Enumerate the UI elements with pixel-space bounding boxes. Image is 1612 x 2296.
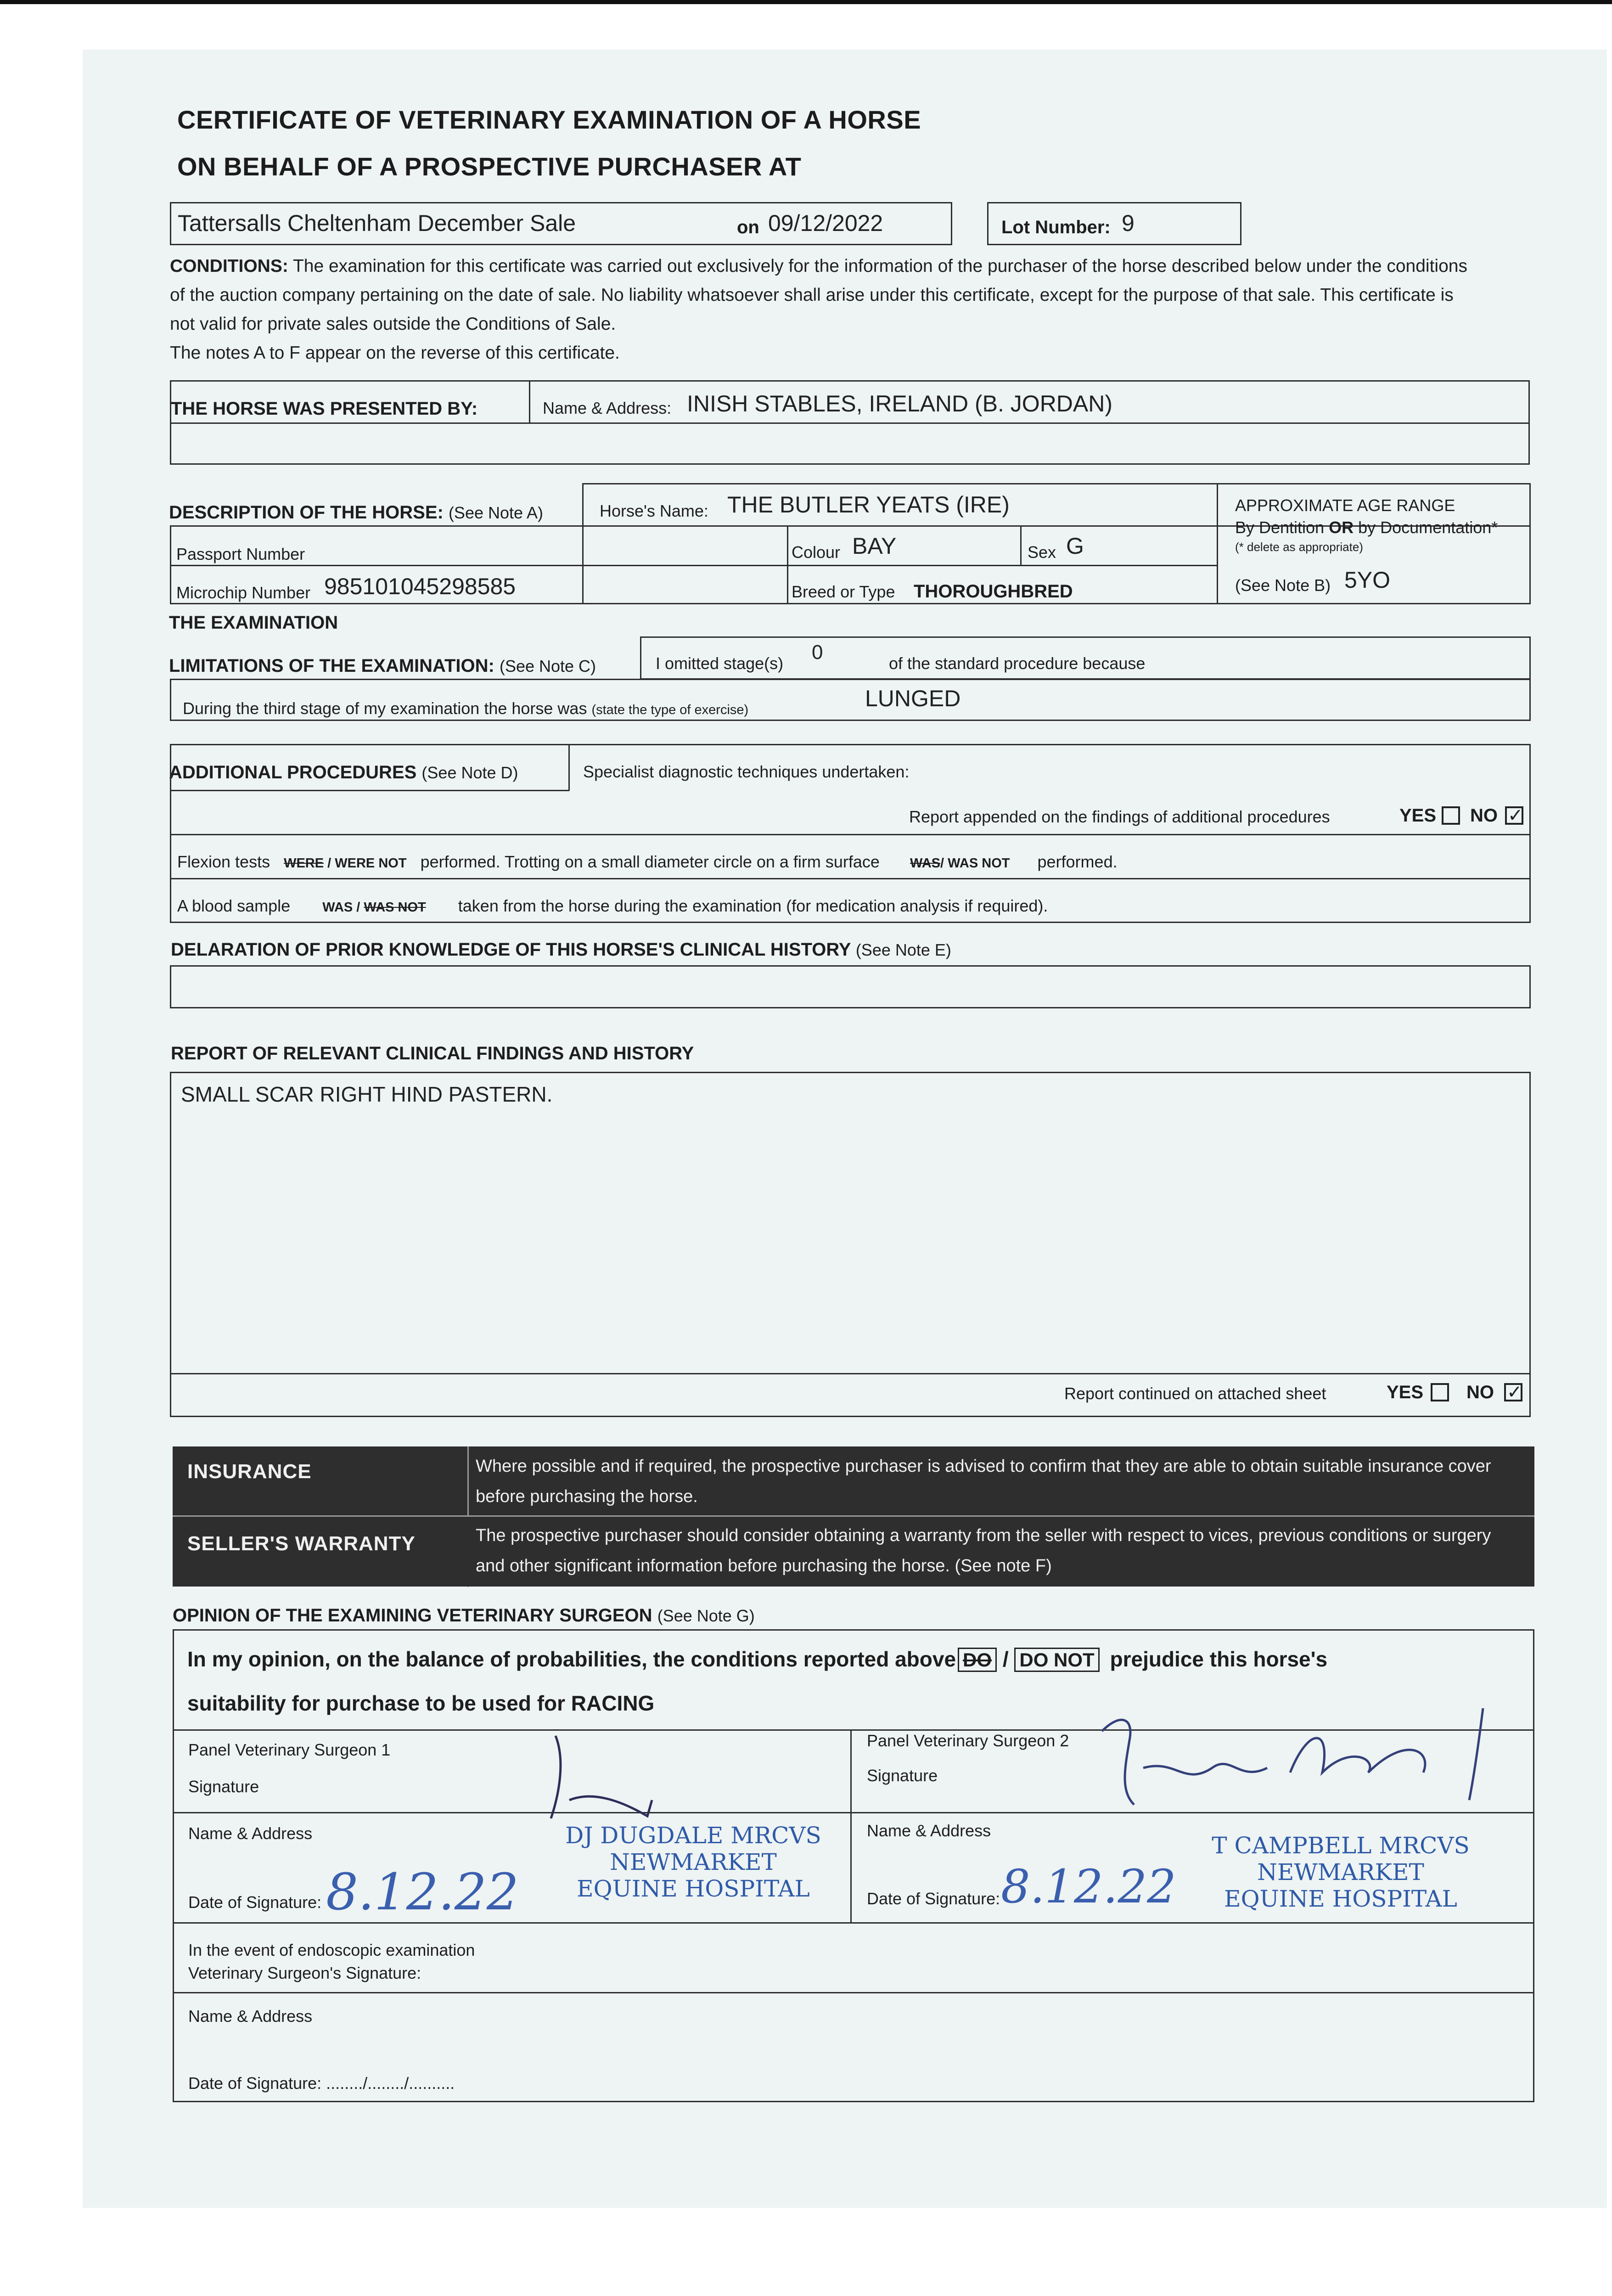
conditions-notes: The notes A to F appear on the reverse of this certificate. bbox=[170, 343, 620, 363]
panel2-label: Panel Veterinary Surgeon 2 bbox=[867, 1731, 1069, 1750]
warranty-band bbox=[173, 1517, 1534, 1587]
certificate-title-line1: CERTIFICATE OF VETERINARY EXAMINATION OF A HORSE bbox=[177, 105, 921, 134]
presented-name-value: INISH STABLES, IRELAND (B. JORDAN) bbox=[687, 391, 1113, 416]
specialist-label: Specialist diagnostic techniques undertaken: bbox=[583, 762, 910, 781]
age-range-title: APPROXIMATE AGE RANGE bbox=[1235, 496, 1455, 515]
breed-label: Breed or Type bbox=[792, 582, 895, 601]
conditions-body: The examination for this certificate was carried out exclusively for the information of the purchaser of the horse described below under the conditions of the auction company pertaining on the date of sale. No liability whatsoever shall arise under this certificate, except for the purpose of that sale. This certificate is not valid for private sales outside the Conditions of Sale. bbox=[170, 256, 1467, 334]
declaration-label: DELARATION OF PRIOR KNOWLEDGE OF THIS HORSE'S CLINICAL HISTORY (See Note E) bbox=[171, 940, 951, 960]
presented-name-label: Name & Address: bbox=[543, 399, 672, 417]
omitted-value: 0 bbox=[812, 641, 823, 664]
microchip-label: Microchip Number bbox=[176, 583, 311, 602]
panel2-date-value: 8.12.22 bbox=[1001, 1860, 1176, 1913]
sale-name: Tattersalls Cheltenham December Sale bbox=[178, 210, 576, 236]
panel1-name-label: Name & Address bbox=[188, 1824, 313, 1843]
sale-on-label: on bbox=[737, 217, 759, 237]
report-box bbox=[170, 1072, 1531, 1417]
sex-label: Sex bbox=[1028, 543, 1056, 562]
report-no-checkbox[interactable] bbox=[1504, 1383, 1522, 1401]
endoscopic-line2: Veterinary Surgeon's Signature: bbox=[188, 1964, 421, 1982]
insurance-label: INSURANCE bbox=[187, 1460, 312, 1483]
third-stage-value: LUNGED bbox=[865, 686, 961, 711]
conditions-text bbox=[170, 252, 1474, 367]
panel1-signature-label: Signature bbox=[188, 1777, 259, 1796]
additional-procedures-label: ADDITIONAL PROCEDURES (See Note D) bbox=[169, 762, 518, 782]
certificate-title-line2: ON BEHALF OF A PROSPECTIVE PURCHASER AT bbox=[177, 152, 802, 181]
report-yes-label: YES bbox=[1387, 1382, 1424, 1402]
report-text: SMALL SCAR RIGHT HIND PASTERN. bbox=[181, 1082, 553, 1106]
lot-label: Lot Number: bbox=[1001, 217, 1111, 237]
opinion-text-line2: suitability for purchase to be used for RACING bbox=[187, 1691, 655, 1715]
breed-value: THOROUGHBRED bbox=[914, 581, 1073, 602]
conditions-label: CONDITIONS: bbox=[170, 256, 288, 276]
panel2-signature-label: Signature bbox=[867, 1766, 938, 1785]
report-no-label: NO bbox=[1466, 1382, 1494, 1402]
omitted-label: I omitted stage(s) bbox=[656, 654, 784, 673]
omitted-suffix: of the standard procedure because bbox=[889, 654, 1146, 673]
report-appended-label: Report appended on the findings of additional procedures bbox=[909, 807, 1330, 826]
scan-top-edge bbox=[0, 0, 1612, 4]
horse-name: THE BUTLER YEATS (IRE) bbox=[727, 492, 1010, 518]
endoscopic-date-label: Date of Signature: ......../......../.......... bbox=[188, 2074, 455, 2093]
additional-yes-checkbox[interactable] bbox=[1442, 806, 1460, 825]
limitations-label: LIMITATIONS OF THE EXAMINATION: (See Note C) bbox=[169, 656, 596, 676]
presented-by-label: THE HORSE WAS PRESENTED BY: bbox=[171, 399, 478, 419]
opinion-text-line1: In my opinion, on the balance of probabilities, the conditions reported above DO / DO NOT prejudice this horse's bbox=[187, 1647, 1328, 1671]
age-range-delete-note: (* delete as appropriate) bbox=[1235, 540, 1363, 554]
colour-value: BAY bbox=[852, 533, 897, 559]
report-label: REPORT OF RELEVANT CLINICAL FINDINGS AND HISTORY bbox=[171, 1043, 694, 1064]
panel1-date-value: 8.12.22 bbox=[326, 1863, 519, 1921]
lot-box bbox=[987, 202, 1241, 245]
examination-label: THE EXAMINATION bbox=[169, 613, 338, 633]
colour-label: Colour bbox=[792, 543, 841, 562]
third-stage-label: During the third stage of my examination the horse was (state the type of exercise) bbox=[183, 699, 749, 718]
sex-value: G bbox=[1066, 533, 1084, 559]
sale-box bbox=[170, 202, 952, 245]
age-value: 5YO bbox=[1344, 567, 1391, 593]
panel2-signature bbox=[1093, 1699, 1497, 1818]
warranty-text: The prospective purchaser should consider obtaining a warranty from the seller with respect to vices, previous conditions or surgery and other significant information before purchasing the horse. (See note F) bbox=[476, 1526, 1491, 1576]
report-yes-checkbox[interactable] bbox=[1431, 1383, 1449, 1401]
microchip-value: 985101045298585 bbox=[324, 574, 516, 599]
endoscopic-line1: In the event of endoscopic examination bbox=[188, 1941, 475, 1959]
flexion-line: Flexion tests WERE / WERE NOT performed. Trotting on a small diameter circle on a firm surface WAS/ WAS NOT performed. bbox=[177, 852, 1118, 871]
opinion-label: OPINION OF THE EXAMINING VETERINARY SURGEON (See Note G) bbox=[173, 1605, 755, 1626]
panel1-date-label: Date of Signature: bbox=[188, 1893, 322, 1912]
description-label: DESCRIPTION OF THE HORSE: (See Note A) bbox=[169, 502, 544, 523]
report-continued-label: Report continued on attached sheet bbox=[1064, 1384, 1326, 1403]
panel2-date-label: Date of Signature: bbox=[867, 1889, 1000, 1908]
declaration-box bbox=[170, 965, 1531, 1008]
warranty-label: SELLER'S WARRANTY bbox=[187, 1532, 416, 1555]
blood-sample-line: A blood sample WAS / WAS NOT taken from the horse during the examination (for medication analysis if required). bbox=[177, 896, 1048, 915]
panel1-label: Panel Veterinary Surgeon 1 bbox=[188, 1740, 391, 1759]
insurance-text: Where possible and if required, the prospective purchaser is advised to confirm that they are able to obtain suitable insurance cover before purchasing the horse. bbox=[476, 1457, 1491, 1506]
panel1-signature bbox=[537, 1731, 675, 1823]
insurance-band bbox=[173, 1446, 1534, 1515]
passport-label: Passport Number bbox=[176, 545, 305, 563]
additional-no-checkbox[interactable] bbox=[1505, 806, 1523, 825]
endoscopic-name-label: Name & Address bbox=[188, 2007, 313, 2026]
age-range-method: By Dentition OR by Documentation* bbox=[1235, 518, 1498, 537]
panel2-name-label: Name & Address bbox=[867, 1821, 991, 1840]
sale-date: 09/12/2022 bbox=[768, 210, 883, 236]
age-note-label: (See Note B) bbox=[1235, 576, 1331, 595]
additional-yes-label: YES bbox=[1399, 805, 1437, 826]
lot-number: 9 bbox=[1122, 210, 1135, 236]
panel2-stamp: T CAMPBELL MRCVS NEWMARKET EQUINE HOSPITAL bbox=[1212, 1832, 1470, 1912]
horse-name-label: Horse's Name: bbox=[600, 501, 708, 520]
additional-no-label: NO bbox=[1470, 805, 1498, 826]
panel1-stamp: DJ DUGDALE MRCVS NEWMARKET EQUINE HOSPITAL bbox=[565, 1822, 821, 1902]
